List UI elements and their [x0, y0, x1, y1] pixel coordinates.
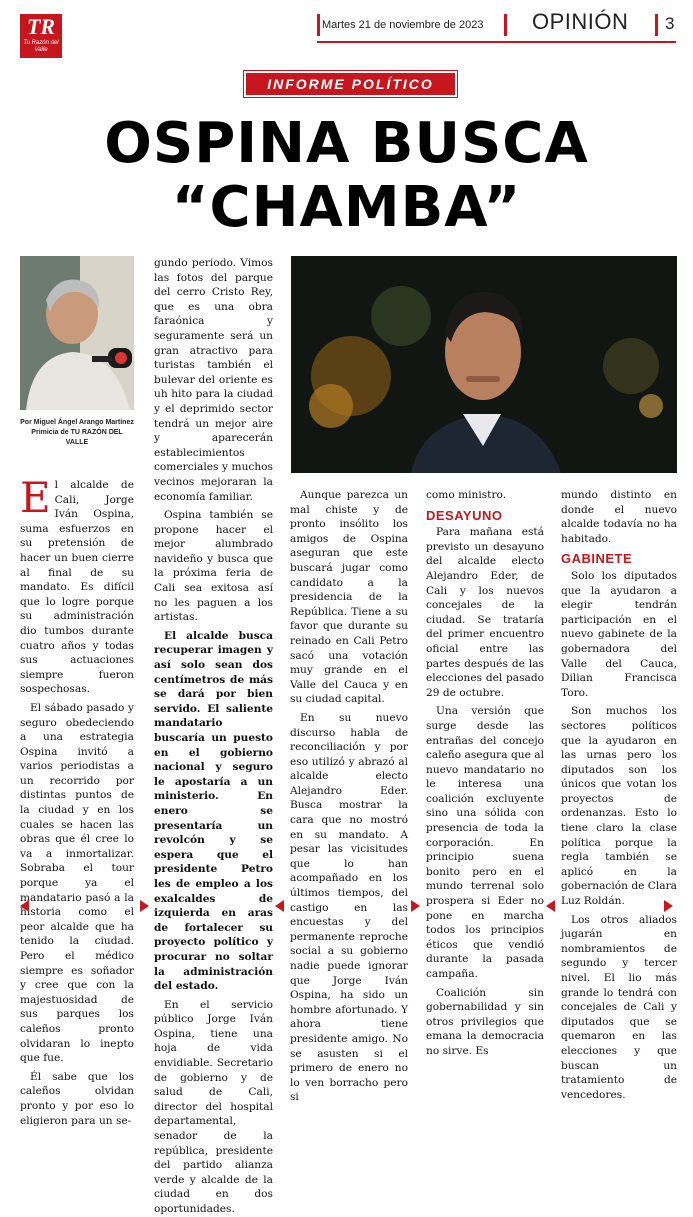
issue-date: Martes 21 de noviembre de 2023 — [322, 19, 484, 31]
next-page-arrow-icon[interactable] — [411, 900, 420, 912]
article-paragraph: Para mañana está previsto un desayuno del alcalde electo Alejandro Eder, de Cali y los nuevos concejales de la ciudad. Se trataría del primer encuentro oficial entre las partes después de las elecciones del pasado 29 de octubre. — [426, 526, 544, 699]
prev-page-arrow-icon[interactable] — [275, 900, 284, 912]
main-photo — [291, 256, 677, 473]
author-photo-image — [20, 256, 134, 410]
subhead-desayuno: DESAYUNO — [426, 507, 503, 523]
article-column-3 — [290, 488, 408, 1105]
subhead-gabinete: GABINETE — [561, 551, 633, 567]
drop-cap: E — [20, 473, 51, 522]
header-rule — [317, 41, 676, 43]
article-paragraph: Ospina también se propone hacer el mejor alumbrado navideño y busca que la próxima feria de Cali sea exitosa así no les paguen a los artistas. — [154, 509, 273, 624]
article-paragraph: El sábado pasado y seguro obedeciendo a una estrategia Ospina invitó a varios periodistas a un recorrido por distintas puntos de la ciudad y en los cuales se hacen las obras que él cree lo va a inmortalizar. Sobraba el tour porque ya el mandatario pasó a la historia como el peor alcalde que ha tenido la ciudad. Pero el médico siempre es soñador y cree que con la majestuosidad de sus parques los caleños pronto olvidaran lo inepto que fue. — [20, 701, 134, 1065]
byline — [20, 418, 134, 448]
article-paragraph: Una versión que surge desde las entrañas del concejo caleño asegura que al nuevo mandatario no le interesa una coalición excluyente sino una sólida con presencia de toda la corporación. En principio suena bonito pero en el mundo terrenal solo prospera si Eder no pone en marcha todos los principios éticos que vendió durante la pasada campaña. — [426, 705, 544, 980]
article-paragraph: gundo periodo. Vimos las fotos del parque del cerro Cristo Rey, que es una obra faraónica y seguramente será un gran atractivo para turistas también el bulevar del oriente es uh hito para la ciudad y el deprimido sector tendrá un mejor aire y aparecerán establecimientos comerciales y muchos vecinos mejoraran la economía familiar. — [154, 257, 273, 503]
newspaper-logo — [20, 14, 62, 58]
article-paragraph: mundo distinto en donde el nuevo alcalde todavía no ha habitado. — [561, 489, 677, 545]
header-divider — [504, 14, 507, 36]
article-paragraph-bold: El alcalde busca recuperar imagen y así solo sean dos centímetros de más se dará por bien servido. El saliente mandatario buscaría un puesto en el gobierno nacional y seguro le apostaría a un ministerio. En enero se presentaría un revolcón y se espera que el presidente Petro les de empleo a los exalcaldes de izquierda en aras de fortalecer su proyecto político y procurar no soltar la administración del estado. — [154, 629, 273, 993]
page-number: 3 — [665, 14, 675, 33]
header-divider — [317, 14, 320, 36]
prev-page-arrow-icon[interactable] — [546, 900, 555, 912]
article-column-1 — [20, 473, 134, 1128]
headline-line-1: OSPINA BUSCA — [104, 111, 589, 176]
article-paragraph: Aunque parezca un mal chiste y de pronto insólito los amigos de Ospina aseguran que este buscará jugar como candidato a la presidencia de la República. Tiene a su favor que durante su reinado en Cali Petro sacó una votación muy grande en el Valle del Cauca y en su ciudad capital. — [290, 489, 408, 706]
next-page-arrow-icon[interactable] — [664, 900, 673, 912]
article-paragraph: En el servicio público Jorge Iván Ospina, tiene una hoja de vida envidiable. Secretario de gobierno y de salud de Cali, director del hospital departamental, senador de la república, presidente del partido alianza verde y alcalde de la ciudad en dos oportunidades. — [154, 998, 273, 1215]
article-paragraph: Él sabe que los caleños olvidan pronto y por eso lo eligieron para un se- — [20, 1070, 134, 1127]
article-paragraph: Coalición sin gobernabilidad y sin otros privilegios que emana la democracia no sirve. Es — [426, 986, 544, 1057]
article-column-2 — [154, 256, 273, 1217]
article-paragraph: Los otros aliados jugarán en nombramientos de segundo y tercer nivel. El lio más grande lo tendrá con concejales de Cali y diputados que se quemaron en las elecciones y que buscan un tratamiento de vencedores. — [561, 913, 677, 1101]
article-column-5 — [561, 488, 677, 1102]
logo-subtitle: Tu Razón del Valle — [23, 40, 59, 53]
section-name: OPINIÓN — [532, 9, 629, 34]
author-photo — [20, 256, 134, 410]
headline-line-2: “CHAMBA” — [171, 175, 522, 240]
prev-page-arrow-icon[interactable] — [20, 900, 29, 912]
next-page-arrow-icon[interactable] — [140, 900, 149, 912]
main-photo-image — [291, 256, 677, 473]
article-paragraph: En su nuevo discurso habla de reconciliación y por eso utilizó y abrazó al alcalde electo Alejandro Eder. Busca mostrar la cara que no mostró en su mandato. A pesar las vicisitudes que lo han acompañado en los últimos tiempos, del castigo en las encuestas y del permanente reproche social a su gobierno nadie puede ignorar que Jorge Iván Ospina, ha sido un hombre afortunado. Y ahora tiene presidente amigo. No se asusten si el primero de enero no lo ven borracho pero si — [290, 711, 408, 1104]
header-divider — [655, 14, 658, 36]
byline-source: Primicia de TU RAZÓN DEL VALLE — [31, 429, 123, 446]
article-paragraph: como ministro. — [426, 489, 507, 501]
logo-text: TR — [26, 14, 56, 39]
byline-author: Por Miguel Ángel Arango Martínez — [20, 419, 134, 426]
article-paragraph: Son muchos los sectores políticos que la ayudaron en las urnas pero los diputados son los únicos que votan los proyectos de ordenanzas. Esto lo tiene claro la clase política porque la regla también se aplicó en la gobernación de Clara Luz Roldán. — [561, 705, 677, 908]
article-paragraph: Solo los diputados que la ayudaron a elegir tendrán participación en el nuevo gabinete de la gobernadora del Valle del Cauca, Dilian Francisca Toro. — [561, 569, 677, 699]
headline — [30, 112, 663, 240]
article-column-4 — [426, 488, 544, 1059]
article-paragraph: El alcalde de Cali, Jorge Iván Ospina, suma esfuerzos en su pretensión de hacer un buen cierre al final de su mandato. Es difícil que lo logre porque su administración dio tumbos durante cuatro años y todas sus actuaciones siempre fueron sospechosas. — [20, 473, 134, 696]
section-kicker: INFORME POLÍTICO — [246, 73, 455, 95]
